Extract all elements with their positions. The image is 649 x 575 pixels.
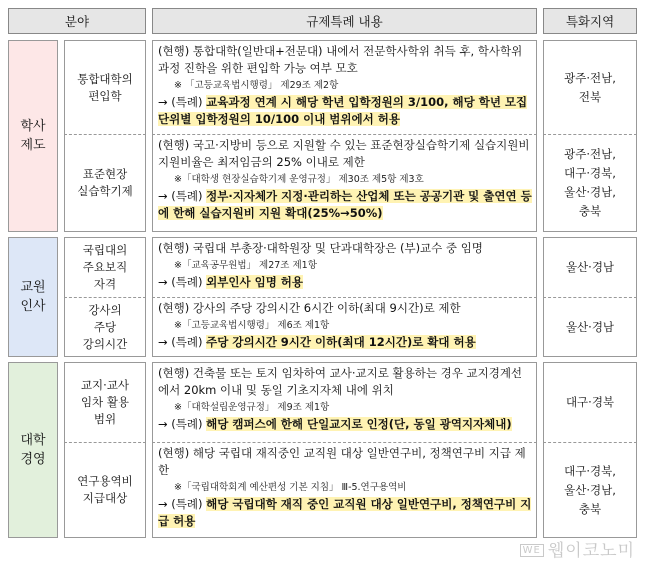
section-management xyxy=(8,362,641,538)
table-row xyxy=(64,362,641,442)
content-cell xyxy=(152,442,537,538)
table-header xyxy=(8,8,641,34)
category-cell: 학사 제도 xyxy=(8,40,58,232)
watermark-badge: WE xyxy=(520,544,544,557)
category-cell: 교원 인사 xyxy=(8,237,58,357)
region-cell: 광주·전남, 대구·경북, 울산·경남, 충북 xyxy=(543,134,637,232)
header-region: 특화지역 xyxy=(543,8,637,34)
law-reference: ※「대학설립운영규정」 제9조 제1항 xyxy=(174,402,330,413)
special-text: → (특례) 정부·지자체가 지정·관리하는 산업체 또는 공공기관 및 출연연 등에 한해 실습지원비 지원 확대(25%→50%) xyxy=(158,189,532,220)
header-content: 규제특례 내용 xyxy=(152,8,537,34)
law-reference: ※「교육공무원법」 제27조 제1항 xyxy=(174,260,317,271)
sub-category: 교지·교사 임차 활용 범위 xyxy=(64,362,146,442)
content-cell xyxy=(152,237,537,297)
sub-category: 국립대의 주요보직 자격 xyxy=(64,237,146,297)
table-row xyxy=(64,297,641,357)
current-text: (현행) 통합대학(일반대+전문대) 내에서 전문학사학위 취득 후, 학사학위과정 진학을 위한 편입학 가능 여부 모호 xyxy=(158,44,523,75)
current-text: (현행) 해당 국립대 재직중인 교직원 대상 일반연구비, 정책연구비 지급 제한 xyxy=(158,446,526,477)
section-faculty xyxy=(8,237,641,357)
sub-category: 연구용역비 지급대상 xyxy=(64,442,146,538)
content-cell xyxy=(152,40,537,134)
sub-category: 표준현장 실습학기제 xyxy=(64,134,146,232)
table-row xyxy=(64,237,641,297)
law-reference: ※「대학생 현장실습학기제 운영규정」 제30조 제5항 제3호 xyxy=(174,174,424,185)
current-text: (현행) 국고·지방비 등으로 지원할 수 있는 표준현장실습학기제 실습지원비 지원비율은 최저임금의 25% 이내로 제한 xyxy=(158,138,530,169)
law-reference: ※ 「고등교육법시행령」 제29조 제2항 xyxy=(174,80,339,91)
special-text: → (특례) 주당 강의시간 9시간 이하(최대 12시간)로 확대 허용 xyxy=(158,335,476,349)
table-row xyxy=(64,40,641,134)
section-academic xyxy=(8,40,641,232)
table-row xyxy=(64,134,641,232)
content-cell xyxy=(152,362,537,442)
current-text: (현행) 국립대 부총장·대학원장 및 단과대학장은 (부)교수 중 임명 xyxy=(158,241,483,255)
sub-category: 강사의 주당 강의시간 xyxy=(64,297,146,357)
law-reference: ※「국립대학회계 예산편성 기본 지침」 Ⅲ-5.연구용역비 xyxy=(174,482,407,493)
region-cell: 대구·경북, 울산·경남, 충북 xyxy=(543,442,637,538)
content-cell xyxy=(152,134,537,232)
special-text: → (특례) 외부인사 임명 허용 xyxy=(158,275,304,289)
current-text: (현행) 건축물 또는 토지 임차하여 교사·교지로 활용하는 경우 교지경계선에서 20km 이내 및 동일 기초지자체 내에 위치 xyxy=(158,366,523,397)
region-cell: 울산·경남 xyxy=(543,237,637,297)
region-cell: 울산·경남 xyxy=(543,297,637,357)
special-text: → (특례) 해당 국립대학 재직 중인 교직원 대상 일반연구비, 정책연구비 지급 허용 xyxy=(158,497,532,528)
table-row xyxy=(64,442,641,538)
content-cell xyxy=(152,297,537,357)
region-cell: 광주·전남, 전북 xyxy=(543,40,637,134)
watermark-text: 웹이코노미 xyxy=(547,541,635,561)
sub-category: 통합대학의 편입학 xyxy=(64,40,146,134)
special-text: → (특례) 해당 캠퍼스에 한해 단일교지로 인정(단, 동일 광역지자체내) xyxy=(158,417,512,431)
watermark xyxy=(520,536,635,561)
special-text: → (특례) 교육과정 연계 시 해당 학년 입학정원의 3/100, 해당 학년 모집단위별 입학정원의 10/100 이내 범위에서 허용 xyxy=(158,95,528,126)
law-reference: ※「고등교육법시행령」 제6조 제1항 xyxy=(174,320,330,331)
current-text: (현행) 강사의 주당 강의시간 6시간 이하(최대 9시간)로 제한 xyxy=(158,301,461,315)
region-cell: 대구·경북 xyxy=(543,362,637,442)
category-cell: 대학 경영 xyxy=(8,362,58,538)
header-field: 분야 xyxy=(8,8,146,34)
